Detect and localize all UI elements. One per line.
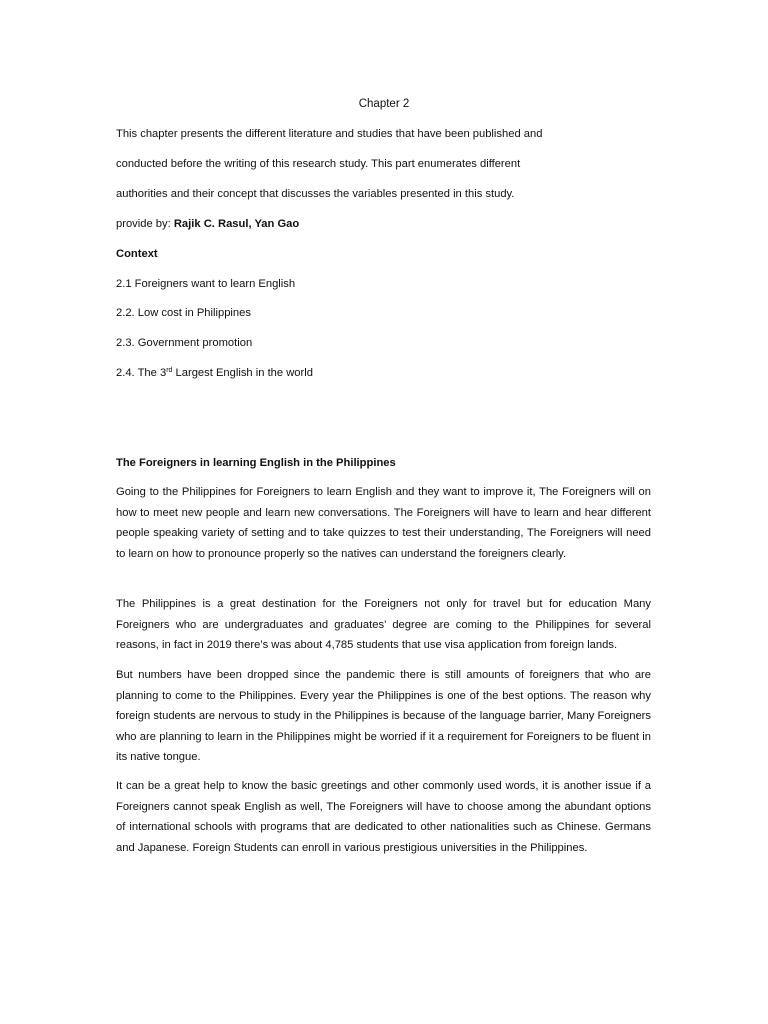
- intro-line-3: authorities and their concept that discusses the variables presented in this study.: [116, 188, 515, 200]
- paragraph-4: It can be a great help to know the basic greetings and other commonly used words, it is another issue if a Foreigners cannot speak English as well, The Foreigners will have to choose among the abundant options of international schools with programs that are dedicated to other nationalities such as Chinese. Germans and Japanese. Foreign Students can enroll in various prestigious universities in the Philippines.: [116, 780, 651, 854]
- toc-item-3: 2.3. Government promotion: [116, 337, 253, 349]
- context-heading: Context: [116, 248, 158, 260]
- toc-item-2: 2.2. Low cost in Philippines: [116, 307, 251, 319]
- toc-item-1: 2.1 Foreigners want to learn English: [116, 278, 296, 290]
- toc-item-4: [116, 366, 313, 380]
- provided-by-label: provide by:: [116, 218, 174, 230]
- paragraph-3: But numbers have been dropped since the pandemic there is still amounts of foreigners that who are planning to come to the Philippines. Every year the Philippines is one of the best options. The reason why foreign students are nervous to study in the Philippines is because of the language barrier, Many Foreigners who are planning to learn in the Philippines might be worried if it a requirement for Foreigners to be fluent in its native tongue.: [116, 669, 651, 763]
- paragraph-2: The Philippines is a great destination for the Foreigners not only for travel but for education Many Foreigners who are undergraduates and graduates’ degree are coming to the Philippines for several reasons, in fact in 2019 there’s was about 4,785 students that use visa application from foreign lands.: [116, 598, 651, 651]
- intro-line-2: conducted before the writing of this research study. This part enumerates different: [116, 158, 521, 170]
- toc-item-4-prefix: 2.4. The 3: [116, 367, 167, 379]
- intro-line-1: This chapter presents the different literature and studies that have been published and: [116, 128, 543, 140]
- chapter-title: Chapter 2: [358, 98, 410, 110]
- toc-item-4-superscript: rd: [166, 367, 173, 374]
- provided-by: [116, 217, 299, 231]
- section-heading: The Foreigners in learning English in the Philippines: [116, 457, 396, 469]
- provided-by-names: Rajik C. Rasul, Yan Gao: [173, 218, 300, 230]
- toc-item-4-suffix: Largest English in the world: [172, 367, 313, 379]
- paragraph-1: Going to the Philippines for Foreigners to learn English and they want to improve it, The Foreigners will on how to meet new people and learn new conversations. The Foreigners will have to learn and hear different people speaking variety of setting and to take quizzes to test their understanding, The Foreigners will need to learn on how to pronounce properly so the natives can understand the foreigners clearly.: [116, 486, 651, 560]
